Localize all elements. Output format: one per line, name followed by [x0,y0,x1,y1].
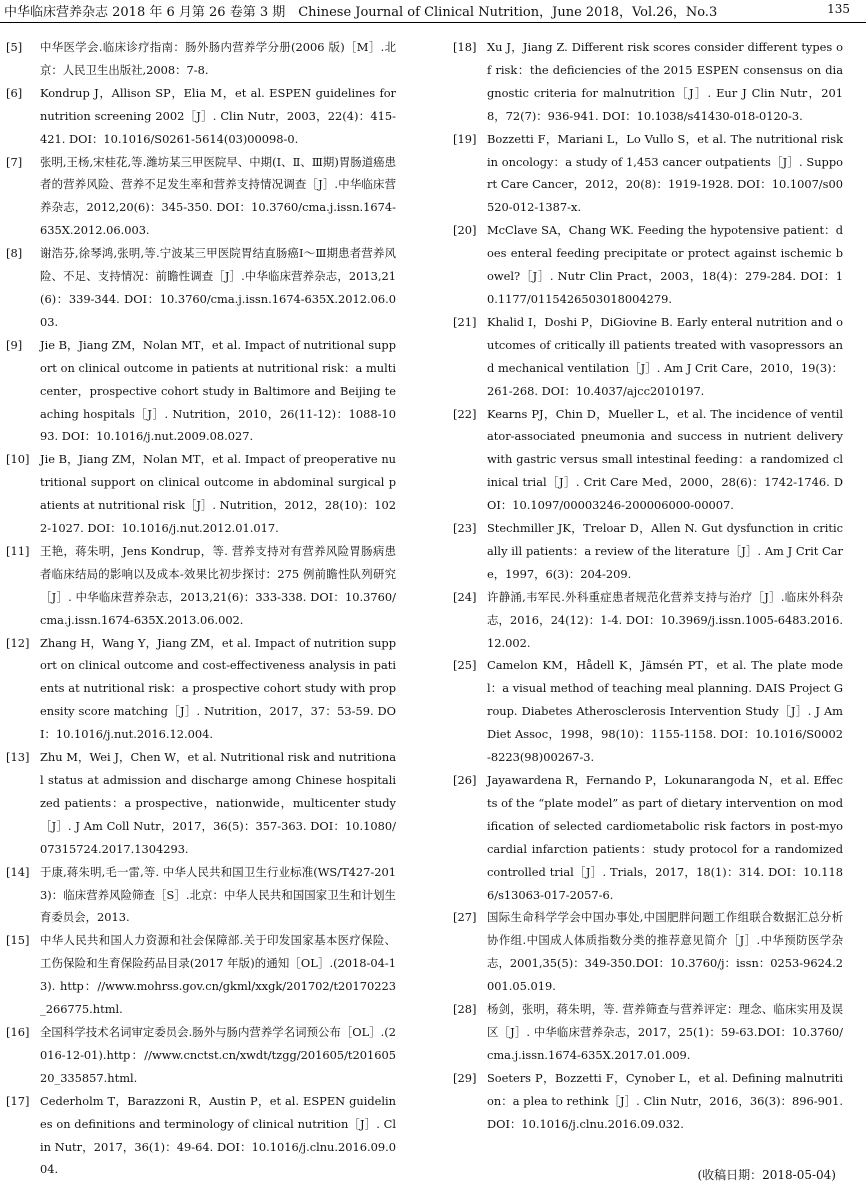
reference-text: Cederholm T，Barazzoni R，Austin P，et al. ESPEN guidelines on definitions and terminology of clinical nutrition［J］. Clin Nutr，2017，36(1)：49-64. DOI：10.1016/j.clnu.2016.09.004. [40,1093,396,1177]
reference-item [6,151,396,243]
reference-text: 于康,蒋朱明,毛一雷,等. 中华人民共和国卫生行业标准(WS/T427-2013)：临床营养风险筛查［S］.北京：中华人民共和国国家卫生和计划生育委员会，2013. [40,864,396,925]
reference-item [6,448,396,540]
reference-number: [8] [6,246,23,261]
reference-item [453,36,843,128]
reference-item [6,746,396,861]
reference-number: [10] [6,452,30,467]
reference-text: 谢浩芬,徐琴鸿,张明,等.宁波某三甲医院胃结直肠癌Ⅰ～Ⅲ期患者营养风险、不足、支持情况：前瞻性调查［J］.中华临床营养杂志，2013,21(6)：339-344. DOI：10.3760/cma.j.issn.1674-635X.2012.06.003. [40,246,396,329]
reference-text: Khalid I，Doshi P，DiGiovine B. Early enteral nutrition and outcomes of critically ill patients treated with vasopressors and mechanical ventilation［J］. Am J Crit Care，2010，19(3)：261-268. DOI：10.4037/ajcc2010197. [487,314,843,398]
reference-item [453,403,843,518]
reference-number: [19] [453,131,477,146]
reference-number: [23] [453,521,477,536]
reference-number: [21] [453,314,477,329]
reference-item [453,219,843,311]
reference-item [6,242,396,334]
reference-text: Kearns PJ，Chin D，Mueller L，et al. The incidence of ventilator-associated pneumonia and success in nutrient delivery with gastric versus small intestinal feeding：a randomized clinical trial［J］. Crit Care Med，2000，28(6)：1742-1746. DOI：10.1097/00003246-200006000-00007. [487,406,843,513]
reference-item [6,861,396,930]
reference-item [6,1021,396,1090]
reference-text: McClave SA，Chang WK. Feeding the hypotensive patient：does enteral feeding precipitate or protect against ischemic bowel?［J］. Nutr Clin Pract，2003，18(4)：279-284. DOI：10.1177/0115426503018004279. [487,223,843,306]
reference-number: [5] [6,40,23,54]
reference-text: Stechmiller JK，Treloar D，Allen N. Gut dysfunction in critically ill patients：a review of the literature［J］. Am J Crit Care，1997，6(3)：204-209. [487,521,843,581]
running-header [0,0,866,23]
reference-item [6,82,396,151]
reference-text: Soeters P，Bozzetti F，Cynober L，et al. Defining malnutrition：a plea to rethink［J］. Clin Nutr，2016，36(3)：896-901. DOI：10.1016/j.clnu.2016.09.032. [487,1070,843,1131]
reference-number: [17] [6,1093,30,1108]
reference-item [453,769,843,906]
reference-number: [14] [6,864,30,879]
reference-text: Kondrup J，Allison SP，Elia M，et al. ESPEN guidelines for nutrition screening 2002［J］. Clin Nutr，2003，22(4)：415-421. DOI：10.1016/S0261-5614(03)00098-0. [40,85,396,146]
journal-citation-line: 中华临床营养杂志 2018 年 6 月第 26 卷第 3 期 Chinese Journal of Clinical Nutrition，June 2018，Vol.26，No.3 [4,5,718,20]
reference-number: [27] [453,910,477,925]
reference-number: [6] [6,85,23,100]
reference-text: 王艳，蒋朱明，Jens Kondrup，等. 营养支持对有营养风险胃肠病患者临床结局的影响以及成本-效果比初步探讨：275 例前瞻性队列研究［J］. 中华临床营养杂志，2013,21(6)：333-338. DOI：10.3760/cma.j.issn.1674-635X.2013.06.002. [40,543,396,627]
reference-text: Camelon KM，Hådell K，Jämsén PT，et al. The plate model：a visual method of teaching meal planning. DAIS Project Group. Diabetes Atherosclerosis Intervention Study［J］. J Am Diet Assoc，1998，98(10)：1155-1158. DOI：10.1016/S0002-8223(98)00267-3. [487,658,843,765]
reference-text: Jayawardena R，Fernando P，Lokunarangoda N，et al. Effects of the “plate model” as part of dietary intervention on modification of selected cardiometabolic risk factors in post-myocardial infarction patients：study protocol for a randomized controlled trial［J］. Trials，2017，18(1)：314. DOI：10.1186/s13063-017-2057-6. [487,773,843,902]
reference-item [453,998,843,1067]
reference-number: [25] [453,658,477,673]
reference-number: [16] [6,1024,30,1039]
reference-number: [13] [6,750,30,765]
reference-item [6,36,396,82]
references-column-left [6,36,396,1181]
reference-item [453,128,843,220]
reference-item [453,654,843,769]
reference-text: 全国科学技术名词审定委员会.肠外与肠内营养学名词预公布［OL］.(2016-12-01).http：//www.cnctst.cn/xwdt/tzgg/201605/t20160520_335857.html. [40,1024,396,1085]
reference-number: [29] [453,1070,477,1085]
reference-text: Xu J，Jiang Z. Different risk scores consider different types of risk：the deficiencies of the 2015 ESPEN consensus on diagnostic criteria for malnutrition［J］. Eur J Clin Nutr，2018，72(7)：936-941. DOI：10.1038/s41430-018-0120-3. [487,40,843,123]
reference-text: Bozzetti F，Mariani L，Lo Vullo S，et al. The nutritional risk in oncology：a study of 1,453 cancer outpatients［J］. Support Care Cancer，2012，20(8)：1919-1928. DOI：10.1007/s00520-012-1387-x. [487,131,843,215]
reference-number: [11] [6,543,30,558]
reference-text: Zhu M，Wei J，Chen W，et al. Nutritional risk and nutritional status at admission and discharge among Chinese hospitalized patients：a prospective，nationwide，multicenter study［J］. J Am Coll Nutr，2017，36(5)：357-363. DOI：10.1080/07315724.2017.1304293. [40,750,396,856]
reference-number: [20] [453,223,477,238]
reference-item [453,1067,843,1136]
reference-number: [22] [453,406,477,421]
reference-text: 张明,王杨,宋桂花,等.潍坊某三甲医院早、中期(Ⅰ、Ⅱ、Ⅲ期)胃肠道癌患者的营养风险、营养不足发生率和营养支持情况调查［J］.中华临床营养杂志，2012,20(6)：345-350. DOI：10.3760/cma.j.issn.1674-635X.2012.06.003. [40,154,396,238]
reference-item [6,632,396,747]
reference-item [453,517,843,586]
reference-item [6,334,396,449]
page-number: 135 [827,2,850,16]
reference-text: 杨剑，张明，蒋朱明，等. 营养筛查与营养评定：理念、临床实用及误区［J］. 中华临床营养杂志，2017，25(1)：59-63.DOI：10.3760/cma.j.issn.1674-635X.2017.01.009. [487,1002,843,1062]
reference-text: 国际生命科学学会中国办事处,中国肥胖问题工作组联合数据汇总分析协作组.中国成人体质指数分类的推荐意见简介［J］.中华预防医学杂志，2001,35(5)：349-350.DOI：10.3760/j：issn：0253-9624.2001.05.019. [487,910,843,994]
reference-item [453,586,843,655]
reference-item [6,1090,396,1182]
reference-number: [15] [6,933,30,948]
reference-item [6,929,396,1021]
reference-number: [7] [6,154,23,169]
reference-item [6,540,396,632]
reference-number: [18] [453,40,477,54]
reference-text: 许静涌,韦军民.外科重症患者规范化营养支持与治疗［J］.临床外科杂志，2016，24(12)：1-4. DOI：10.3969/j.issn.1005-6483.2016.12.002. [487,589,843,650]
reference-number: [26] [453,773,477,787]
reference-number: [24] [453,589,477,604]
reference-text: Zhang H，Wang Y，Jiang ZM，et al. Impact of nutrition support on clinical outcome and cost-effectiveness analysis in patients at nutritional risk：a prospective cohort study with propensity score matching［J］. Nutrition，2017，37：53-59. DOI：10.1016/j.nut.2016.12.004. [40,635,396,742]
reference-text: Jie B，Jiang ZM，Nolan MT，et al. Impact of preoperative nutritional support on clinical outcome in abdominal surgical patients at nutritional risk［J］. Nutrition，2012，28(10)：1022-1027. DOI：10.1016/j.nut.2012.01.017. [40,452,396,536]
references-column-right [453,36,843,1136]
reference-text: 中华人民共和国人力资源和社会保障部.关于印发国家基本医疗保险、工伤保险和生育保险药品目录(2017 年版)的通知［OL］.(2018-04-13). http：//www.mohrss.gov.cn/gkml/xxgk/201702/t20170223_266775.html. [40,933,396,1017]
reference-number: [28] [453,1002,477,1017]
reference-number: [9] [6,337,23,352]
reference-text: Jie B，Jiang ZM，Nolan MT，et al. Impact of nutritional support on clinical outcome in patients at nutritional risk：a multicenter，prospective cohort study in Baltimore and Beijing teaching hospitals［J］. Nutrition，2010，26(11-12)：1088-1093. DOI：10.1016/j.nut.2009.08.027. [40,337,396,444]
reference-item [453,906,843,998]
received-date: (收稿日期：2018-05-04) [697,1168,836,1182]
reference-text: 中华医学会.临床诊疗指南：肠外肠内营养学分册(2006 版)［M］.北京：人民卫生出版社,2008：7-8. [40,40,396,77]
reference-number: [12] [6,635,30,650]
reference-item [453,311,843,403]
